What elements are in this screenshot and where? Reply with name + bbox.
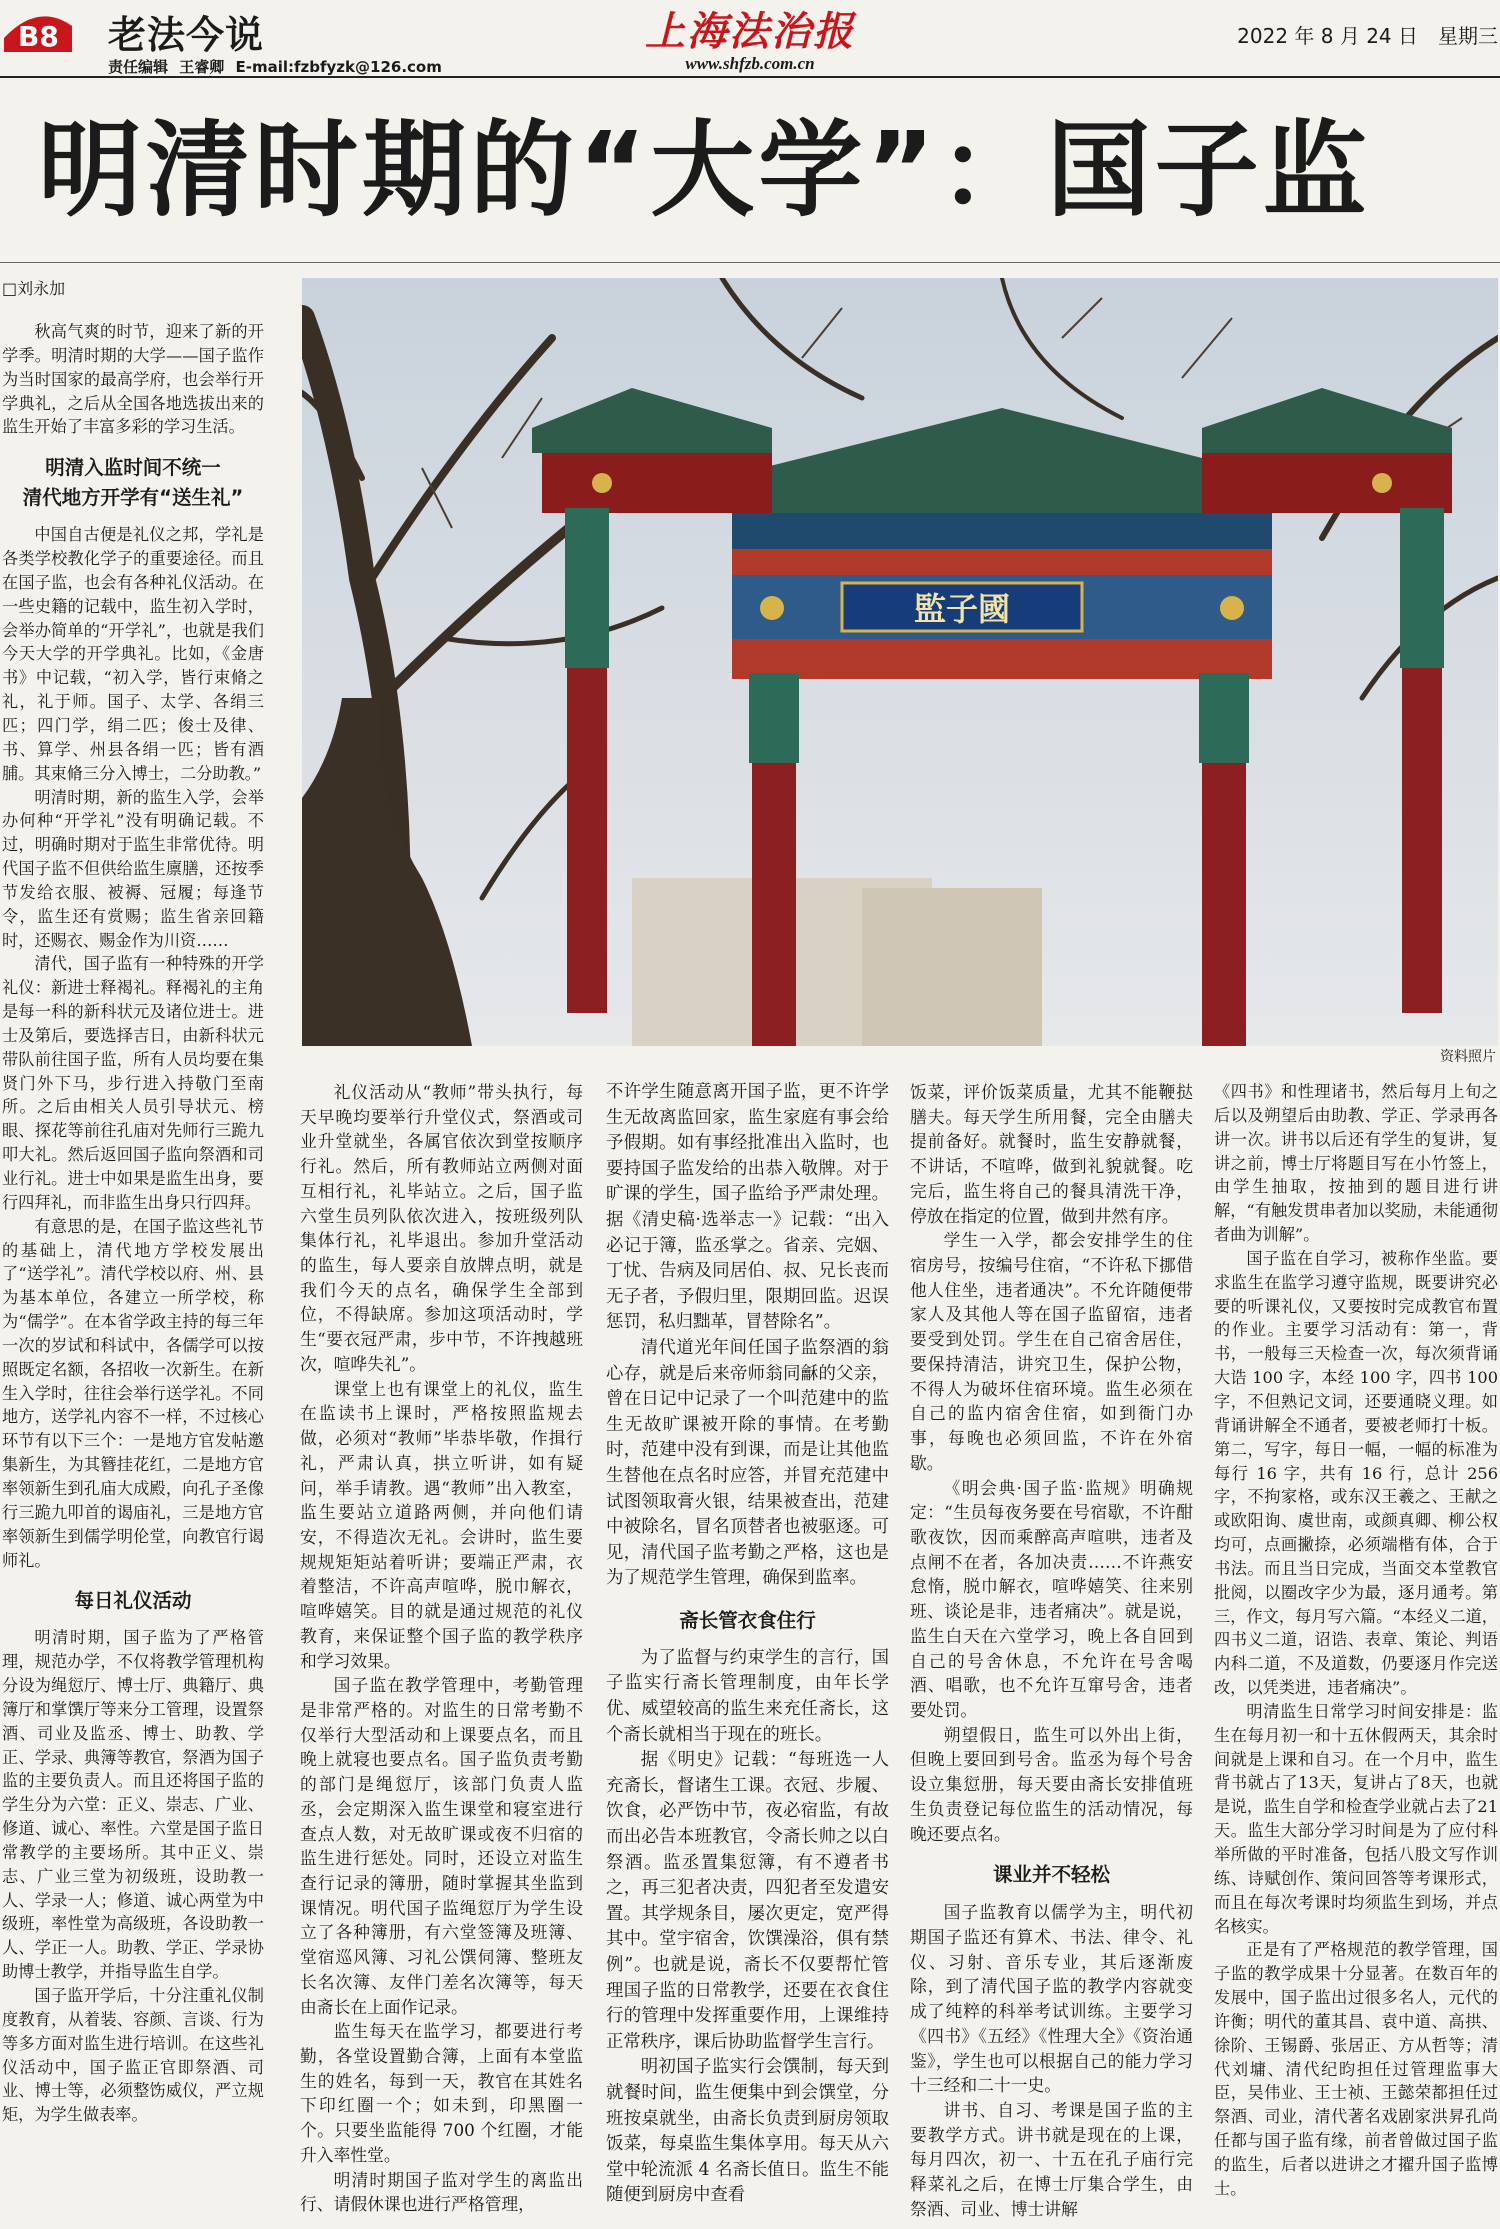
subheading-1 (2, 453, 264, 513)
subheading-1-line-2: 清代地方开学有“送生礼” (22, 486, 244, 510)
photo-caption: 资料照片 (1440, 1049, 1496, 1065)
paragraph: 不许学生随意离开国子监，更不许学生无故离监回家，监生家庭有事会给予假期。如有事经批准出入监时，也要持国子监发给的出恭入敬牌。对于旷课的学生，国子监给予严肃处理。据《清史稿·选举志一》记载：“出入必记于簿，监丞掌之。省亲、完姻、丁忧、告病及同居伯、叔、兄长丧而无子者，予假归里，限期回监。迟误惩罚，私归黜革，冒替除名”。 (606, 1082, 889, 1333)
paragraph: 据《明史》记载：“每班选一人充斋长，督诸生工课。衣冠、步履、饮食，必严饬中节，夜必宿监，有故而出必告本班教官，令斋长帅之以白祭酒。监丞置集愆簿，有不遵者书之，再三犯者决责，四犯者至发遣安置。其学规条目，屡次更定，宽严得其中。堂宇宿舍，饮馔澡浴，俱有禁例”。也就是说，斋长不仅要帮忙管理国子监的日常教学，还要在衣食住行的管理中发挥重要作用，上课维持正常秩序，课后协助监督学生言行。 (606, 1750, 889, 2052)
paragraph: 明清时期，新的监生入学，会举办何种“开学礼”没有明确记载。不过，明确时期对于监生非常优待。明代国子监不但供给监生廪膳，还按季节发给衣服、被褥、冠履；每逢节令，监生还有赏赐；监生省亲回籍时，还赐衣、赐金作为川资…… (2, 787, 264, 950)
paragraph: 朔望假日，监生可以外出上街，但晚上要回到号舍。监丞为每个号舍设立集愆册，每天要由斋长安排值班生负责登记每位监生的活动情况，每晚还要点名。 (910, 1724, 1193, 1844)
paragraph: 国子监开学后，十分注重礼仪制度教育，从着装、容颜、言谈、行为等多方面对监生进行培训。在这些礼仪活动中，国子监正官即祭酒、司业、博士等，必须整饬威仪，严立规矩，为学生做表率。 (2, 1986, 264, 2125)
subheading-2: 每日礼仪活动 (74, 1589, 192, 1613)
byline: □刘永加 (2, 279, 66, 298)
paragraph: 明清时期国子监对学生的离监出行、请假休课也进行严格管理， (300, 2169, 583, 2215)
paragraph: 有意思的是，在国子监这些礼节的基础上，清代地方学校发展出了“送学礼”。清代学校以府、州、县为基本单位，各建立一所学校，称为“儒学”。在本省学政主持的每三年一次的岁试和科试中，各儒学可以按照既定名额，各招收一次新生。在新生入学时，往往会举行送学礼。不同地方，送学礼内容不一样，不过核心环节有以下三个：一是地方官发帖邀集新生，为其簪挂花红，二是地方官率领新生到孔庙大成殿，向孔子圣像行三跪九叩首的谒庙礼，三是地方官率领新生到儒学明伦堂，向教官行谒师礼。 (2, 1216, 264, 1570)
paragraph: 明清监生日常学习时间安排是：监生在每月初一和十五休假两天，其余时间就是上课和自习。在一个月中，监生背书就占了13天，复讲占了8天，也就是说，监生自学和检查学业就占去了21天。监生大部分学习时间是为了应付科举所做的平时准备，包括八股文写作训练、诗赋创作、策问回答等考课形式，而且在每次考课时均须监生到场，并点名核实。 (1214, 1701, 1498, 1936)
paragraph: 监生每天在监学习，都要进行考勤，各堂设置勤合簿，上面有本堂监生的姓名，每到一天，教官在其姓名下印红圈一个；如未到，印黑圈一个。只要坐监能得 700 个红圈，才能升入率性堂。 (300, 2021, 583, 2165)
paragraph: 明清时期，国子监为了严格管理，规范办学，不仅将教学管理机构分设为绳愆厅、博士厅、典籍厅、典簿厅和掌馔厅等来分工管理，设置祭酒、司业及监丞、博士、助教、学正、学录、典簿等教官，祭酒为国子监的主要负责人。而且还将国子监的学生分为六堂：正义、崇志、广业、修道、诚心、率性。六堂是国子监日常教学的主要场所。其中正义、崇志、广业三堂为初级班，设助教一人、学录一人；修道、诚心两堂为中级班，率性堂为高级班，各设助教一人、学正一人。助教、学正、学录协助博士教学，并指导监生自学。 (2, 1628, 264, 1982)
paragraph: 为了监督与约束学生的言行，国子监实行斋长管理制度，由年长学优、威望较高的监生来充任斋长，这个斋长就相当于现在的班长。 (606, 1647, 889, 1745)
subheading-3: 斋长管衣食住行 (679, 1608, 816, 1632)
paragraph: 礼仪活动从“教师”带头执行，每天早晚均要举行升堂仪式，祭酒或司业升堂就坐，各属官依次到堂按顺序行礼。然后，所有教师站立两侧对面互相行礼，礼毕站立。之后，国子监六堂生员列队依次进入，按班级列队集体行礼，礼毕退出。参加升堂活动的监生，每人要亲自放牌点明，就是我们今天的点名，确保学生全部到位，不得缺席。参加这项活动时，学生“要衣冠严肃，步中节，不许拽越班次，喧哗失礼”。 (300, 1082, 583, 1374)
editor-email: E-mail:fzbfyzk@126.com (235, 58, 442, 76)
editor-line (108, 56, 448, 77)
editor-label: 责任编辑 (108, 58, 169, 76)
header-rule (0, 76, 1500, 78)
article-column-2 (300, 1080, 583, 2217)
paragraph: 国子监教育以儒学为主，明代初期国子监还有算术、书法、律令、礼仪、习射、音乐专业，其后逐渐废除，到了清代国子监的教学内容就变成了纯粹的科举考试训练。主要学习《四书》《五经》《性理大全》《资治通鉴》，学生也可以根据自己的能力学习十三经和二十一史。 (910, 1902, 1193, 2096)
site-url: www.shfzb.com.cn (685, 54, 815, 73)
paragraph: 《四书》和性理诸书，然后每月上旬之后以及朔望后由助教、学正、学录再各讲一次。讲书以后还有学生的复讲，复讲之前，博士厅将题目写在小竹签上，由学生抽取，按抽到的题目进行讲解，“有触发贯串者加以奖励，未能通彻者曲为训解”。 (1214, 1082, 1498, 1245)
paragraph: 课堂上也有课堂上的礼仪，监生在监读书上课时，严格按照监规去做，必须对“教师”毕恭毕敬，作揖行礼，严肃认真，拱立听讲，如有疑问，举手请教。遇“教师”出入教室，监生要站立道路两侧，并向他们请安，不得造次无礼。会讲时，监生要规规矩矩站着听讲；要端正严肃，衣着整洁，不许高声喧哗，脱巾解衣，喧哗嬉笑。目的就是通过规范的礼仪教育，来保证整个国子监的教学秩序和学习效果。 (300, 1378, 583, 1671)
article-intro: 秋高气爽的时节，迎来了新的开学季。明清时期的大学——国子监作为当时国家的最高学府，也会举行开学典礼，之后从全国各地选拔出来的监生开始了丰富多彩的学习生活。 (2, 322, 264, 437)
issue-date: 2022 年 8 月 24 日 星期三 (1237, 24, 1498, 48)
archway-photo (302, 278, 1498, 1046)
article-column-4 (910, 1080, 1193, 2222)
page-number: B8 (18, 20, 59, 52)
paragraph: 讲书、自习、考课是国子监的主要教学方式。讲书就是现在的上课，每月四次，初一、十五在孔子庙行完释菜礼之后，在博士厅集合学生，由祭酒、司业、博士讲解 (910, 2100, 1193, 2219)
paragraph: 国子监在自学习，被称作坐监。要求监生在监学习遵守监规，既要讲究必要的听课礼仪，又要按时完成教官布置的作业。主要学习活动有：第一，背书，一般每三天检查一次，每次须背诵大诰 100 字，本经 100 字，四书 100 字，不但熟记文词，还要通晓义理。如背诵讲解全不通者，要被老师打十板。第二，写字，每日一幅，一幅的标准为每行 16 字，共有 16 行，总计 256 字，不拘家格，或东汉王羲之、王献之或欧阳询、虞世南，或颜真卿、柳公权均可，点画撇捺，必须端楷有体，合于书法。而且当日完成，当面交本堂教官批阅，以圈改字少为最，逐月通考。第三，作文，每月写六篇。“本经义二道，四书义二道，诏诰、表章、策论、判语内科二道，不及道数，仍要逐月作完送改，以凭类进，违者痛决”。 (1214, 1248, 1498, 1698)
article-column-3 (606, 1080, 889, 2209)
editor-name: 王睿卿 (179, 58, 225, 76)
subheading-1-line-1: 明清入监时间不统一 (45, 456, 221, 480)
paragraph: 《明会典·国子监·监规》明确规定：“生员每夜务要在号宿歇，不许酣歌夜饮，因而乘醉高声喧哄，违者及点闸不在者，各加决责……不许燕安怠惰，脱巾解衣，喧哗嬉笑、往来别班、谈论是非，违者痛决”。就是说，监生白天在六堂学习，晚上各自回到自己的号舍休息，不允许在号舍喝酒、唱歌，也不允许互窜号舍，违者要处罚。 (910, 1477, 1193, 1720)
paragraph: 清代，国子监有一种特殊的开学礼仪：新进士释褐礼。释褐礼的主角是每一科的新科状元及诸位进士。进士及第后，要选择吉日，由新科状元带队前往国子监，所有人员均要在集贤门外下马，步行进入持敬门至南所。之后由相关人员引导状元、榜眼、探花等前往孔庙对先师行三跪九叩大礼。然后返回国子监向祭酒和司业行礼。进士中如果是监生出身，要行四拜礼，而非监生出身只行四拜。 (2, 954, 264, 1212)
page-number-badge (4, 6, 72, 52)
paragraph: 学生一入学，都会安排学生的住宿房号，按编号住宿，“不许私下挪借他人住坐，违者通决”。不允许随便带家人及其他人等在国子监留宿，违者要受到处罚。学生在自己宿舍居住，要保持清洁，讲究卫生，保护公物，不得人为破坏住宿环境。监生必须在自己的监内宿舍住宿，如到衙门办事，每晚也必须回监，不许在外宿歇。 (910, 1230, 1193, 1473)
article-column-1 (2, 320, 264, 2127)
headline-rule (0, 262, 1500, 263)
subheading-4: 课业并不轻松 (992, 1863, 1110, 1887)
paragraph: 正是有了严格规范的教学管理，国子监的教学成果十分显著。在数百年的发展中，国子监出过很多名人，元代的许衡；明代的董其昌、袁中道、高拱、徐阶、王锡爵、张居正、方从哲等；清代刘墉、清代纪昀担任过管理监事大臣，吴伟业、王士祯、王懿荣都担任过祭酒、司业，清代著名戏剧家洪昇孔尚任都与国子监有缘，前者曾做过国子监的监生，后者以进讲之才擢升国子监博士。 (1214, 1940, 1498, 2198)
section-title: 老法今说 (108, 13, 265, 57)
article-column-5 (1214, 1080, 1498, 2201)
paragraph: 中国自古便是礼仪之邦，学礼是各类学校教化学子的重要途径。而且在国子监，也会有各种礼仪活动。在一些史籍的记载中，监生初入学时，会举办简单的“开学礼”，也就是我们今天大学的开学典礼。比如，《金唐书》中记载，“初入学，皆行束脩之礼，礼于师。国子、太学、各绢三匹；四门学，绢二匹；俊士及律、书、算学、州县各绢一匹；皆有酒脯。其束脩三分入博士，二分助教。” (2, 525, 264, 783)
paragraph: 饭菜，评价饭菜质量，尤其不能鞭挞膳夫。每天学生所用餐，完全由膳夫提前备好。就餐时，监生安静就餐，不讲话，不喧哗，做到礼貌就餐。吃完后，监生将自己的餐具清洗干净，停放在指定的位置，做到井然有序。 (910, 1082, 1193, 1226)
article-headline: 明清时期的“大学”：国子监 (38, 109, 1371, 231)
newspaper-masthead: 上海法治报 (645, 8, 855, 55)
archway-plaque: 監子國 (913, 590, 1011, 628)
paragraph: 明初国子监实行会馔制，每天到就餐时间，监生便集中到会馔堂，分班按桌就坐，由斋长负责到厨房领取饭菜，每桌监生集体享用。每天从六堂中轮流派 4 名斋长值日。监生不能随便到厨房中查看 (606, 2057, 889, 2206)
paragraph: 清代道光年间任国子监祭酒的翁心存，就是后来帝师翁同龢的父亲，曾在日记中记录了一个叫范建中的监生无故旷课被开除的事情。在考勤时，范建中没有到课，而是让其他监生替他在点名时应答，并冒充范建中试图领取膏火银，结果被查出，范建中被除名，冒名顶替者也被驱逐。可见，清代国子监考勤之严格，这也是为了规范学生管理，确保到监率。 (606, 1337, 889, 1589)
paragraph: 国子监在教学管理中，考勤管理是非常严格的。对监生的日常考勤不仅举行大型活动和上课要点名，而且晚上就寝也要点名。国子监负责考勤的部门是绳愆厅，该部门负责人监丞，会定期深入监生课堂和寝室进行查点人数，对无故旷课或夜不归宿的监生进行惩处。同时，还设立对监生查行记录的簿册，随时掌握其坐监到课情况。明代国子监绳愆厅为学生设立了各种簿册，有六堂签簿及班簿、堂宿巡风簿、习礼公馔伺簿、整班友长名次簿、友伴门差名次簿等，每天由斋长在上面作记录。 (300, 1675, 583, 2017)
